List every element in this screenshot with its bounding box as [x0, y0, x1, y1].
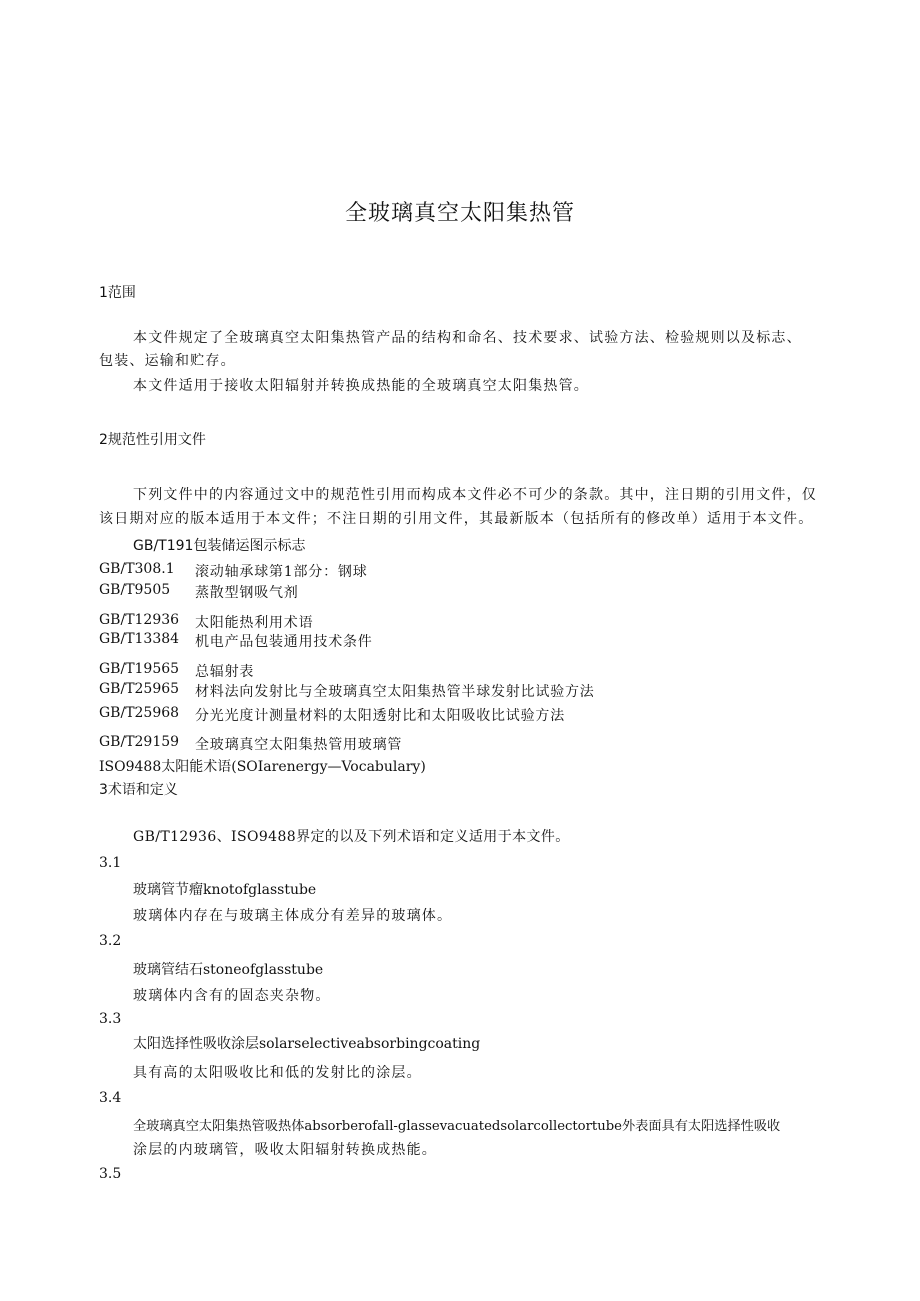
reference-code: GB/T19565: [99, 661, 180, 677]
term-number: 3.3: [99, 1011, 122, 1027]
section-3-heading: 3术语和定义: [99, 782, 178, 798]
term-definition: 玻璃体内含有的固态夹杂物。: [133, 988, 331, 1004]
term-name: 太阳选择性吸收涂层solarselectiveabsorbingcoating: [133, 1036, 481, 1052]
reference-title: 机电产品包装通用技术条件: [195, 634, 373, 650]
reference-title: 分光光度计测量材料的太阳透射比和太阳吸收比试验方法: [195, 708, 565, 724]
reference-code: GB/T308.1: [99, 561, 175, 577]
reference-code: GB/T9505: [99, 582, 171, 598]
section-1-heading: 1范围: [99, 285, 136, 301]
reference-title: 材料法向发射比与全玻璃真空太阳集热管半球发射比试验方法: [195, 684, 595, 700]
term-number: 3.1: [99, 855, 122, 871]
reference-title: 滚动轴承球第1部分：钢球: [195, 564, 368, 580]
term-number: 3.4: [99, 1090, 122, 1106]
reference-title: 全玻璃真空太阳集热管用玻璃管: [195, 737, 403, 753]
reference-title: 蒸散型钢吸气剂: [195, 585, 299, 601]
section-1-paragraph-2: 本文件适用于接收太阳辐射并转换成热能的全玻璃真空太阳集热管。: [133, 378, 589, 394]
document-title: 全玻璃真空太阳集热管: [344, 201, 575, 226]
reference-iso9488: ISO9488太阳能术语(SOIarenergy—Vocabulary): [99, 759, 426, 775]
section-1-paragraph-1-line-1: 本文件规定了全玻璃真空太阳集热管产品的结构和命名、技术要求、试验方法、检验规则以及标志、: [133, 330, 802, 346]
reference-code: GB/T25968: [99, 705, 180, 721]
reference-gbt191: GB/T191包装储运图示标志: [133, 538, 306, 554]
reference-title: 总辐射表: [195, 664, 255, 680]
section-2-paragraph-line-2: 该日期对应的版本适用于本文件；不注日期的引用文件，其最新版本（包括所有的修改单）适用于本文件。: [99, 511, 814, 527]
term-definition: 具有高的太阳吸收比和低的发射比的涂层。: [133, 1065, 422, 1081]
term-name-line-2: 涂层的内玻璃管，吸收太阳辐射转换成热能。: [133, 1142, 437, 1158]
section-3-intro: GB/T12936、ISO9488界定的以及下列术语和定义适用于本文件。: [133, 829, 570, 845]
reference-title: 太阳能热利用术语: [195, 615, 314, 631]
term-number: 3.2: [99, 933, 122, 949]
term-definition: 玻璃体内存在与玻璃主体成分有差异的玻璃体。: [133, 908, 453, 924]
section-1-paragraph-1-line-2: 包装、运输和贮存。: [99, 353, 236, 369]
reference-code: GB/T13384: [99, 631, 180, 647]
term-number: 3.5: [99, 1166, 122, 1182]
section-2-heading: 2规范性引用文件: [99, 432, 206, 448]
term-name: 玻璃管节瘤knotofglasstube: [133, 882, 317, 898]
reference-code: GB/T12936: [99, 612, 180, 628]
reference-code: GB/T25965: [99, 681, 180, 697]
term-name: 玻璃管结石stoneofglasstube: [133, 962, 324, 978]
section-2-paragraph-line-1: 下列文件中的内容通过文中的规范性引用而构成本文件必不可少的条款。其中，注日期的引用文件，仅: [133, 487, 817, 503]
term-name-line-1: 全玻璃真空太阳集热管吸热体absorberofall-glassevacuatedsolarcollectortube外表面具有太阳选择性吸收: [133, 1119, 781, 1134]
reference-code: GB/T29159: [99, 734, 180, 750]
